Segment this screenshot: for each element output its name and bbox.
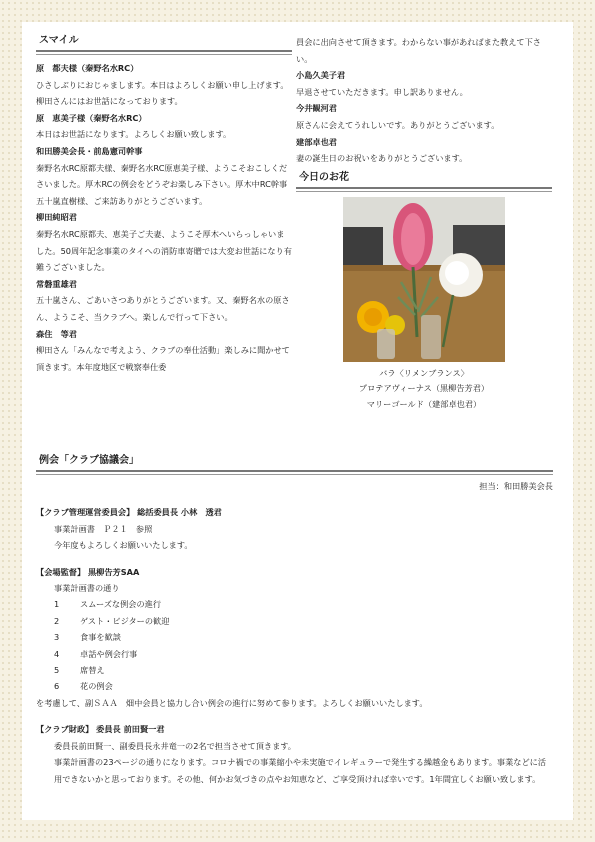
smile-entry-text: ひさしぶりにおじゃまします。本日はよろしくお願い申し上げます。柳田さんにはお世話になっております。 <box>36 79 289 107</box>
smile-entry-text: 秦野名水RC原都夫、恵美子ご夫妻、ようこそ厚木へいらっしゃいました。50周年記念事業のタイへの消防車寄贈では大変お世話になり有難うございました。 <box>36 228 292 273</box>
smile-entry <box>296 100 552 133</box>
meeting-list-item <box>36 629 553 645</box>
meeting-section <box>36 454 553 787</box>
flower-caption: マリーゴールド（建部卓也君） <box>366 398 482 409</box>
smile-entry <box>36 276 292 326</box>
meeting-list-number: 4 <box>54 648 60 659</box>
smile-entry-text: 柳田さん「みんなで考えよう、クラブの奉仕活動」楽しみに聞かせて頂きます。本年度地区で戦察奉仕委 <box>36 345 290 372</box>
smile-entry-text: 早退させていただきます。申し訳ありません。 <box>296 86 468 97</box>
smile-entry-text: 原さんに会えてうれしいです。ありがとうございます。 <box>296 119 500 130</box>
meeting-section-title: 【クラブ財政】 委員長 前田賢一君 <box>36 724 165 735</box>
smile-entry-text: 秦野名水RC原都夫様、秦野名水RC原恵美子様、ようこそおこしくださいました。厚木RCの例会をどうぞお楽しみ下さい。厚木中RC幹事五十嵐直樹様、ご来訪ありがとうございます。 <box>36 162 288 206</box>
meeting-list-text: 卓話や例会行事 <box>80 648 138 659</box>
meeting-line: 委員長前田賢一、副委員長永井竜一の2名で担当させて頂きます。 <box>54 740 296 751</box>
smile-continuation-text: 員会に出向させて頂きます。わからない事があればまた教えて下さい。 <box>296 37 541 64</box>
flower-photo <box>343 197 505 362</box>
flower-caption: プロテアヴィーナス（黒柳告芳君） <box>358 383 490 394</box>
meeting-list-text: ゲスト・ビジターの歓迎 <box>80 615 170 626</box>
smile-entry-name: 今井観河君 <box>296 103 337 114</box>
flowers-heading: 今日のお花 <box>296 171 552 189</box>
flower-captions <box>296 366 552 413</box>
smile-entry <box>36 209 292 275</box>
meeting-list-item <box>36 662 553 678</box>
meeting-list-number: 2 <box>54 615 60 626</box>
meeting-paragraph: 事業計画書の23ページの通りになります。コロナ禍での事業縮小や未実施でイレギュラーで発生する繰越金もあります。事業などに活用できないかと思っております。その他、何かお気づきの点やお知恵など、ご享受頂ければ幸いです。1年間宜しくお願い致します。 <box>54 757 547 784</box>
meeting-list-number: 6 <box>54 681 60 692</box>
smile-entry-name: 原 恵美子様（秦野名水RC） <box>36 112 147 123</box>
meeting-section-title: 【会場監督】 黒柳告芳SAA <box>36 566 140 577</box>
smile-entry-name: 森住 等君 <box>36 328 77 339</box>
smile-entry-text: 本日はお世話になります。よろしくお願い致します。 <box>36 129 232 140</box>
meeting-list-item <box>36 613 553 629</box>
meeting-list-item <box>36 678 553 694</box>
smile-entry-name: 原 都夫様（秦野名水RC） <box>36 63 139 73</box>
meeting-section-title: 【クラブ管理運営委員会】 総括委員長 小林 透君 <box>36 507 222 518</box>
meeting-list-number: 5 <box>54 665 60 676</box>
smile-entry <box>36 143 292 209</box>
meeting-list-text: 食事を歓談 <box>80 632 121 643</box>
smile-entry-name: 和田勝美会長・前島憲司幹事 <box>36 145 143 156</box>
smile-entry-name: 小島久美子君 <box>296 70 346 81</box>
smile-entry-text: 五十嵐さん、ごあいさつありがとうございます。又、秦野名水の原さん、ようこそ、当クラブへ。楽しんで行って下さい。 <box>36 295 290 322</box>
meeting-list-number: 3 <box>54 632 60 643</box>
smile-left-list <box>36 60 292 375</box>
newsletter-page <box>22 22 573 820</box>
meeting-line: 今年度もよろしくお願いいたします。 <box>54 540 193 551</box>
meeting-list-text: 花の例会 <box>80 681 113 692</box>
smile-entry <box>36 110 292 143</box>
meeting-line: を考慮して、副ＳＡＡ 畑中会員と協力し合い例会の進行に努めて参ります。よろしくお願いいたします。 <box>36 697 428 708</box>
smile-entry <box>36 326 292 376</box>
smile-left-column <box>36 34 292 375</box>
smile-right-list <box>296 34 552 167</box>
smile-entry <box>36 60 292 110</box>
smile-right-column <box>296 34 552 412</box>
meeting-line: 事業計画書 Ｐ２１ 参照 <box>54 523 153 534</box>
flower-illustration <box>343 197 505 362</box>
smile-entry <box>296 67 552 100</box>
meeting-list-item <box>36 646 553 662</box>
meeting-heading: 例会「クラブ協議会」 <box>36 454 553 472</box>
meeting-line: 事業計画書の通り <box>54 583 120 594</box>
smile-entry-name: 柳田純昭君 <box>36 212 77 223</box>
meeting-list-text: スムーズな例会の進行 <box>80 599 162 610</box>
meeting-list-number: 1 <box>54 599 60 610</box>
meeting-reporter: 担当：和田勝美会長 <box>479 481 553 491</box>
flower-caption: バラ〈リメンブランス〉 <box>379 367 469 378</box>
smile-heading: スマイル <box>36 34 292 52</box>
smile-entry-text: 妻の誕生日のお祝いをありがとうございます。 <box>296 153 468 164</box>
meeting-list-item <box>36 596 553 612</box>
smile-entry-name: 建部卓也君 <box>296 136 337 147</box>
smile-entry <box>296 134 552 167</box>
smile-entry-name: 常磐重雄君 <box>36 278 77 289</box>
meeting-list-text: 席替え <box>80 665 105 676</box>
